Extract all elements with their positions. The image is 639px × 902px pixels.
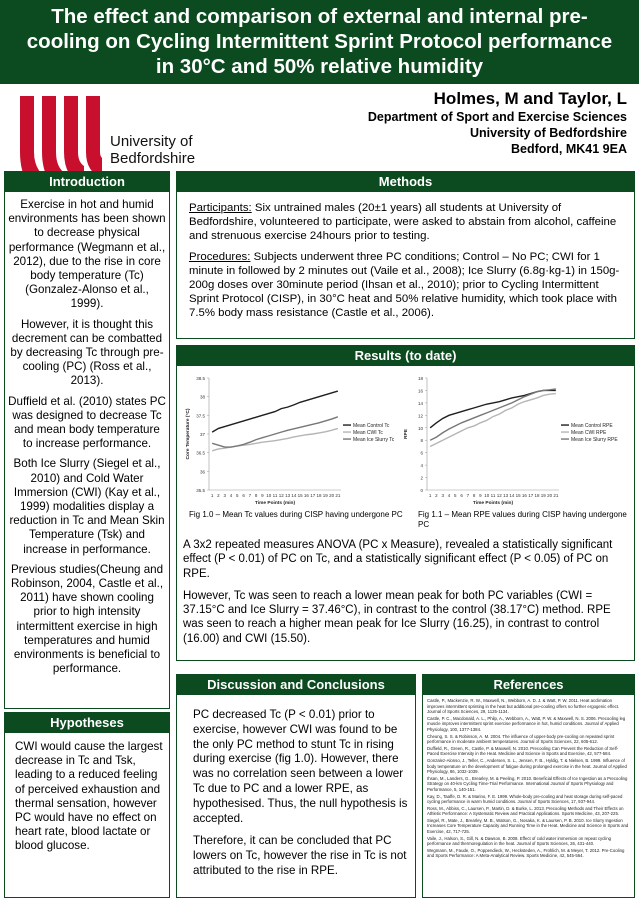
discussion-paragraph: PC decreased Tc (P < 0.01) prior to exercise, however CWI was found to be the only PC method to stunt Tc in rising during exercise (fig 1.0). However, there was no correlation seen between a lower Tc due to PC and a lower RPE, as hypothesised. Thus, the null hypothesis is accepted.: [193, 708, 408, 825]
x-tick-label: 16: [521, 493, 527, 498]
poster-title-line1: The effect and comparison of external and internal pre-: [51, 5, 588, 28]
x-tick-label: 9: [479, 493, 482, 498]
reference-item: Castle, P. C., Macdonald, A. L., Philp, A., Webborn, A., Watt, P. W. & Maxwell, N. S. 2006. Precooling leg muscle improves intermittent sprint exercise performance in hot, humid conditions. Journal of Applied Physiology, 100, 1377-1384.: [427, 715, 626, 732]
x-tick-label: 21: [335, 493, 341, 498]
x-tick-label: 16: [303, 493, 309, 498]
references-heading: References: [423, 675, 634, 695]
poster-title-line3: in 30°C and 50% relative humidity: [155, 55, 484, 78]
legend-entry: Mean Control Tc: [353, 422, 390, 429]
reference-item: Ross, M., Abbiss, C., Laursen, P., Martin, D. & Burke, L. 2013. Precooling Methods and Their Effects on Athletic Performance: A Systematic Review and Practical Applications. Sports Medicine, 43, 207-225.: [427, 805, 624, 817]
hypotheses-heading: Hypotheses: [5, 713, 169, 733]
reference-item: Cheung, S. S. & Robinson, A. M. 2004. The influence of upper-body pre-cooling on repeated sprint performance in moderate ambient temperatures. Journal of Sports Sciences, 22, 605-612.: [427, 733, 615, 745]
x-tick-label: 8: [254, 493, 258, 498]
x-tick-label: 2: [435, 493, 438, 498]
y-tick-label: 4: [420, 463, 423, 469]
methods-heading: Methods: [177, 172, 634, 192]
reference-item: Vaile, J., Halson, S., Gill, N. & Dawson, B. 2008. Effect of cold water immersion on repeat cycling performance and thermoregulation in the heat. Journal of Sports Sciences, 26, 431-440.: [427, 835, 611, 847]
x-tick-label: 12: [278, 493, 284, 498]
figure-2-caption: Fig 1.1 – Mean RPE values during CISP having undergone PC: [418, 510, 627, 529]
y-tick-label: 37.5: [196, 413, 205, 419]
y-tick-label: 18: [417, 376, 423, 381]
results-paragraph: However, Tc was seen to reach a lower mean peak for both PC variables (CWI = 37.15°C and Ice Slurry = 37.46°C), in contrast to the control (38.17°C) method. RPE was seen to reach a higher mean peak for Ice Slurry (16.25), in contrast to control (16.00) and CWI (15.50).: [183, 589, 611, 645]
x-tick-label: 14: [291, 493, 297, 498]
methods-procedures: [189, 250, 624, 320]
logo-wordmark: [110, 133, 195, 167]
x-tick-label: 10: [266, 493, 272, 498]
y-tick-label: 38: [199, 394, 205, 400]
methods-section: [176, 171, 635, 339]
reference-item: Wegmann, M., Faude, O., Poppendieck, W., Hecksteden, A., Frohlich, M. & Meyer, T. 2012. Pre-Cooling and Sports Performance: A Meta-Analytical Review. Sports Medicine, 42, 545-564.: [427, 847, 625, 859]
y-tick-label: 16: [417, 388, 423, 394]
procedures-text: Subjects underwent three PC conditions; Control – No PC; CWI for 1 minute in followed by 2 minutes out (Vaile et al., 2008); Ice Slurry (6.8g·kg-1) in 150g-200g doses over 30minute period (Ihsan et al., 2010); prior to Cycling Intermittent Sprint Protocol (CISP), in 30°C heat and 50% relative humidity, which took place with 7.5% body mass resistance (Castle et al., 2006).: [189, 251, 620, 319]
x-axis-label: Time Points (min): [472, 501, 514, 506]
x-tick-label: 17: [310, 493, 316, 498]
results-heading: Results (to date): [177, 346, 634, 366]
reference-item: Castle, P., Mackenzie, R. W., Maxwell, N., Webborn, A. D. J. & Watt, P. W. 2011. Heat acclimation improves intermittent sprinting in the heat but additional pre-cooling offers no further ergogenic effect. Journal of Sports Sciences, 29, 1125-1134.: [427, 698, 620, 715]
introduction-paragraph: Both Ice Slurry (Siegel et al., 2010) and Cold Water Immersion (CWI) (Kay et al., 1999) modalities display a reduction in Tc and Mean Skin Temperature (Tsk) and increase in performance.: [9, 457, 165, 556]
figure-1-caption: Fig 1.0 – Mean Tc values during CISP having undergone PC: [189, 510, 403, 519]
introduction-heading: Introduction: [5, 172, 169, 192]
y-tick-label: 36: [199, 469, 205, 475]
x-tick-label: 20: [329, 493, 335, 498]
x-tick-label: 21: [553, 493, 559, 498]
x-tick-label: 11: [490, 493, 496, 498]
legend-entry: Mean Ice Slurry Tc: [353, 436, 395, 443]
y-axis-label: Core Temperature (°C): [186, 408, 191, 460]
participants-label: Participants:: [189, 202, 252, 214]
y-axis-label: RPE: [404, 429, 409, 439]
x-tick-label: 13: [285, 493, 291, 498]
references-section: [422, 674, 635, 898]
y-tick-label: 36.5: [196, 450, 205, 456]
x-tick-label: 13: [503, 493, 509, 498]
logo-line2: Bedfordshire: [110, 150, 196, 167]
x-tick-label: 5: [236, 493, 239, 498]
reference-item: Siegel, R., Mate, J., Brearley, M. B., Watson, G., Nosaka, K. & Laursen, P. B. 2010. Ice Slurry Ingestion Increases Core Temperature Capacity and Running Time in the Heat. Medicine and Science in Sports and Exercise, 42, 717-725.: [427, 817, 629, 835]
poster-title-line2: cooling on Cycling Intermittent Sprint Protocol performance: [26, 30, 613, 53]
y-tick-label: 2: [420, 475, 423, 481]
results-paragraph: A 3x2 repeated measures ANOVA (PC x Measure), revealed a statistically significant effect (P < 0.01) of PC on Tc, and a statistically significant effect (P < 0.05) of PC on RPE.: [183, 539, 613, 580]
x-tick-label: 1: [210, 493, 214, 498]
hypotheses-text: CWI would cause the largest decrease in Tc and Tsk, leading to a reduced feeling of perceived exhaustion and thermal sensation, however PC would have no effect on heart rate, blood lactate or blood glucose.: [15, 740, 163, 853]
series-line: [212, 391, 338, 432]
introduction-body: [5, 192, 169, 677]
introduction-section: [4, 171, 170, 709]
chart-rpe: [404, 372, 633, 510]
references-list: [423, 695, 634, 859]
x-axis-label: Time Points (min): [254, 501, 296, 506]
y-tick-label: 35.5: [196, 488, 205, 493]
methods-participants: [189, 201, 624, 243]
hypotheses-section: [4, 712, 170, 898]
author-city: Bedford, MK41 9EA: [511, 142, 627, 156]
poster-title-banner: [0, 0, 639, 84]
chart-tc: [183, 372, 405, 510]
introduction-paragraph: Previous studies(Cheung and Robinson, 2004, Castle et al., 2011) have shown cooling prior to high intensity intermittent exercise in high temperatures and humid environments is beneficial to performance.: [10, 562, 164, 676]
series-line: [430, 394, 556, 447]
author-university: University of Bedfordshire: [470, 126, 627, 140]
x-tick-label: 18: [316, 493, 322, 498]
legend-entry: Mean CWI Tc: [353, 429, 383, 436]
x-tick-label: 17: [528, 493, 534, 498]
procedures-label: Procedures:: [189, 251, 251, 263]
x-tick-label: 12: [496, 493, 502, 498]
author-names: Holmes, M and Taylor, L: [433, 89, 627, 108]
participants-text: Six untrained males (20±1 years) all students at University of Bedfordshire, volunteered to participate, were asked to abstain from alcohol, caffeine and strenuous exercise 24hours prior to testing.: [189, 202, 617, 242]
results-section: [176, 345, 635, 661]
introduction-paragraph: Duffield et al. (2010) states PC was designed to decrease Tc and mean body temperature to increase performance.: [8, 394, 166, 451]
legend-entry: Mean Ice Slurry RPE: [571, 436, 618, 443]
series-line: [430, 389, 556, 440]
series-line: [430, 390, 556, 427]
x-tick-label: 18: [534, 493, 540, 498]
author-block: [368, 88, 627, 157]
results-body: [183, 538, 627, 654]
y-tick-label: 8: [420, 438, 423, 444]
x-tick-label: 4: [447, 493, 451, 498]
x-tick-label: 15: [515, 493, 521, 498]
x-tick-label: 8: [472, 493, 476, 498]
introduction-paragraph: Exercise in hot and humid environments has been shown to decrease physical performance (Wegmann et al., 2012), due to the rise in core body temperature (Tc) (Gonzalez-Alonso et al., 1999).: [8, 198, 166, 311]
x-tick-label: 10: [484, 493, 490, 498]
reference-item: Gonzalez-Alonso, J., Teller, C., Andersen, S. L., Jensen, F. B., Hyldig, T. & Nielsen, B. 1999. Influence of body temperature on the development of fatigue during prolonged exercise in the heat. Journal of Applied Physiology, 86, 1032-1039.: [427, 757, 627, 775]
x-tick-label: 20: [547, 493, 553, 498]
discussion-paragraph: Therefore, it can be concluded that PC lowers on Tc, however the rise in Tc is not attributed to the rise in RPE.: [193, 834, 407, 877]
x-tick-label: 7: [248, 493, 252, 498]
y-tick-label: 10: [417, 425, 423, 431]
x-tick-label: 15: [297, 493, 303, 498]
series-line: [212, 417, 338, 447]
discussion-body: [177, 695, 415, 879]
x-tick-label: 3: [441, 493, 444, 498]
logo-line1: University of: [110, 133, 193, 150]
methods-body: [177, 192, 634, 320]
y-tick-label: 6: [420, 450, 423, 456]
y-tick-label: 38.5: [196, 376, 205, 381]
x-tick-label: 19: [322, 493, 328, 498]
x-tick-label: 14: [509, 493, 515, 498]
legend-entry: Mean Control RPE: [571, 422, 613, 429]
x-tick-label: 7: [466, 493, 470, 498]
x-tick-label: 19: [540, 493, 546, 498]
x-tick-label: 9: [261, 493, 264, 498]
reference-item: Ihsan, M., Landers, G., Brearley, M. & Peeling, P. 2010. Beneficial Effects of Ice Ingestion as a Precooling Strategy on 40-km Cycling Time-Trial Performance. International Journal of Sports Physiology and Performance, 5, 140-151.: [427, 775, 628, 792]
discussion-heading: Discussion and Conclusions: [177, 675, 415, 695]
x-tick-label: 11: [272, 493, 278, 498]
introduction-paragraph: However, it is thought this decrement can be combatted by decreasing Tc through pre-cooling (PC) (Ross et al., 2013).: [10, 317, 164, 388]
legend-entry: Mean CWI RPE: [571, 429, 607, 436]
y-tick-label: 0: [420, 488, 423, 493]
x-tick-label: 3: [223, 493, 226, 498]
x-tick-label: 4: [229, 493, 233, 498]
x-tick-label: 1: [428, 493, 432, 498]
x-tick-label: 6: [242, 493, 245, 498]
reference-item: Duffield, R., Green, R., Castle, P. & Maxwell, N. 2010. Precooling Can Prevent the Reduction of Self-Paced Exercise Intensity in the Heat. Medicine and Science in Sports and Exercise, 42, 577-584.: [427, 745, 619, 757]
x-tick-label: 2: [217, 493, 220, 498]
y-tick-label: 14: [417, 400, 423, 406]
y-tick-label: 37: [199, 432, 205, 437]
reference-item: Kay, D., Taaffe, D. R. & Marino, F. E. 1999. Whole-body pre-cooling and heat storage during self-paced cycling performance in warm humid conditions. Journal of Sports Sciences, 17, 937-944.: [427, 793, 623, 805]
author-department: Department of Sport and Exercise Sciences: [367, 110, 627, 124]
x-tick-label: 6: [460, 493, 463, 498]
x-tick-label: 5: [454, 493, 457, 498]
discussion-section: [176, 674, 416, 898]
y-tick-label: 12: [417, 413, 423, 419]
